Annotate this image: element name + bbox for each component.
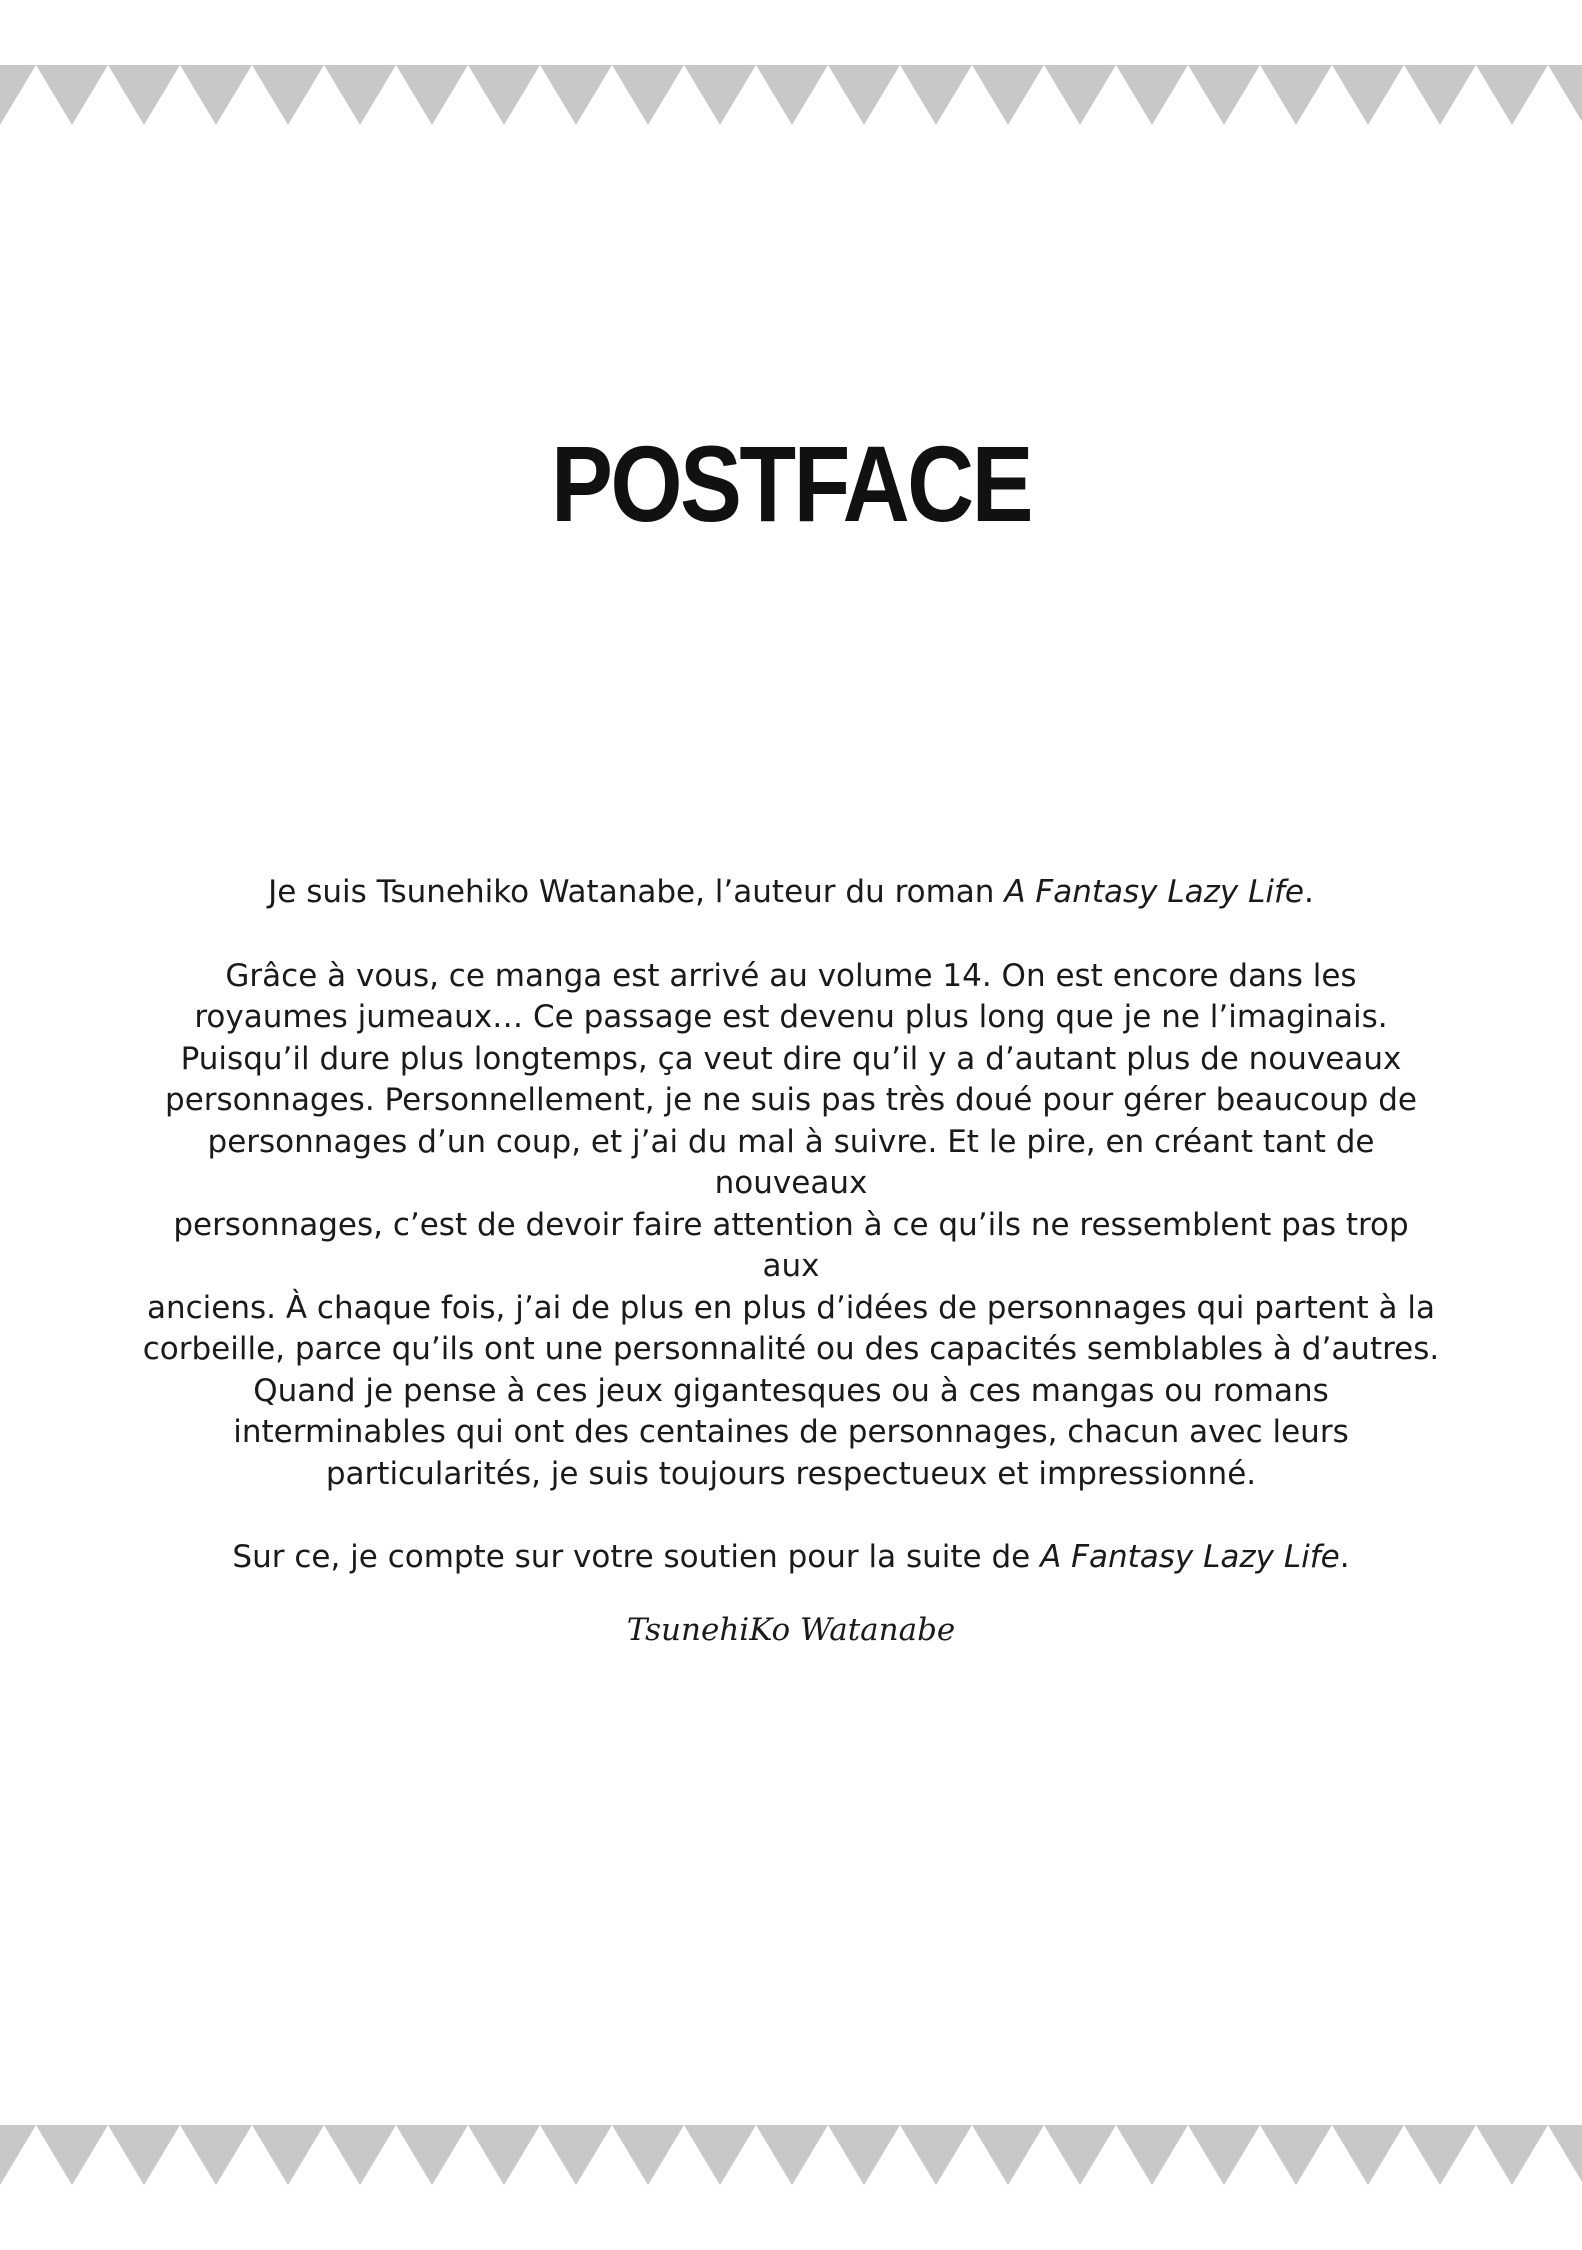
triangle-down — [1116, 65, 1188, 125]
closing-line — [141, 1537, 1441, 1579]
intro-end: . — [1303, 874, 1314, 910]
triangle-down — [540, 2125, 612, 2185]
paragraph-line: interminables qui ont des centaines de personnages, chacun avec leurs — [233, 1414, 1349, 1450]
triangle-down — [972, 65, 1044, 125]
paragraph-line: anciens. À chaque fois, j’ai de plus en plus d’idées de personnages qui partent à la — [146, 1289, 1435, 1326]
triangle-down — [1044, 2125, 1116, 2185]
paragraph-line: royaumes jumeaux… Ce passage est devenu plus long que je ne l’imaginais. — [194, 999, 1388, 1035]
triangle-down — [324, 65, 396, 125]
main-paragraph — [141, 956, 1441, 1496]
triangle-down — [612, 65, 684, 125]
triangle-down — [900, 65, 972, 125]
triangle-down — [252, 65, 324, 125]
triangle-down — [1260, 65, 1332, 125]
bottom-triangle-border — [0, 2120, 1582, 2190]
triangle-down — [1044, 65, 1116, 125]
triangle-down — [828, 65, 900, 125]
intro-text: Je suis Tsunehiko Watanabe, l’auteur du roman — [268, 874, 1005, 910]
triangle-down — [900, 2125, 972, 2185]
triangle-down — [108, 65, 180, 125]
closing-text: Sur ce, je compte sur votre soutien pour la suite de — [232, 1539, 1041, 1575]
triangle-pattern-top — [0, 60, 1582, 130]
triangle-down — [468, 65, 540, 125]
paragraph-line: Quand je pense à ces jeux gigantesques ou à ces mangas ou romans — [253, 1372, 1329, 1409]
triangle-down — [396, 65, 468, 125]
author-signature: TsunehiKo Watanabe — [626, 1612, 956, 1648]
page-title: POSTFACE — [551, 423, 1031, 544]
triangle-down — [1404, 2125, 1476, 2185]
postface-body — [141, 872, 1441, 1579]
paragraph-line: personnages. Personnellement, je ne suis pas très doué pour gérer beaucoup de — [165, 1082, 1417, 1118]
triangle-down — [756, 2125, 828, 2185]
top-triangle-border — [0, 60, 1582, 130]
triangle-down — [1476, 65, 1548, 125]
closing-end: . — [1339, 1539, 1350, 1575]
intro-line — [141, 872, 1441, 914]
triangle-down — [1332, 2125, 1404, 2185]
triangle-down — [1548, 2125, 1582, 2185]
intro-book-title: A Fantasy Lazy Life — [1004, 874, 1304, 910]
triangle-down — [1188, 2125, 1260, 2185]
triangle-down — [684, 2125, 756, 2185]
triangle-down — [252, 2125, 324, 2185]
closing-book-title: A Fantasy Lazy Life — [1040, 1539, 1340, 1575]
triangle-down — [468, 2125, 540, 2185]
triangle-down — [684, 65, 756, 125]
triangle-down — [972, 2125, 1044, 2185]
triangle-down — [1260, 2125, 1332, 2185]
triangle-down — [36, 65, 108, 125]
paragraph-line: particularités, je suis toujours respectueux et impressionné. — [325, 1455, 1257, 1492]
triangle-down — [1548, 65, 1582, 125]
paragraph-line: personnages, c’est de devoir faire attention à ce qu’ils ne ressemblent pas trop aux — [173, 1206, 1409, 1284]
triangle-down — [756, 65, 828, 125]
triangle-down — [612, 2125, 684, 2185]
triangle-down — [108, 2125, 180, 2185]
triangle-down — [0, 65, 36, 125]
triangle-down — [180, 2125, 252, 2185]
paragraph-line: Puisqu’il dure plus longtemps, ça veut dire qu’il y a d’autant plus de nouveaux — [180, 1040, 1402, 1077]
triangle-down — [1332, 65, 1404, 125]
triangle-down — [180, 65, 252, 125]
triangle-down — [396, 2125, 468, 2185]
triangle-down — [828, 2125, 900, 2185]
triangle-down — [1188, 65, 1260, 125]
triangle-pattern-bottom — [0, 2120, 1582, 2190]
paragraph-line: Grâce à vous, ce manga est arrivé au volume 14. On est encore dans les — [225, 957, 1357, 994]
triangle-down — [324, 2125, 396, 2185]
triangle-down — [540, 65, 612, 125]
triangle-down — [36, 2125, 108, 2185]
triangle-down — [1116, 2125, 1188, 2185]
triangle-down — [0, 2125, 36, 2185]
triangle-down — [1476, 2125, 1548, 2185]
paragraph-line: corbeille, parce qu’ils ont une personnalité ou des capacités semblables à d’autres. — [142, 1331, 1440, 1367]
paragraph-line: personnages d’un coup, et j’ai du mal à suivre. Et le pire, en créant tant de nouveaux — [207, 1123, 1375, 1201]
triangle-down — [1404, 65, 1476, 125]
